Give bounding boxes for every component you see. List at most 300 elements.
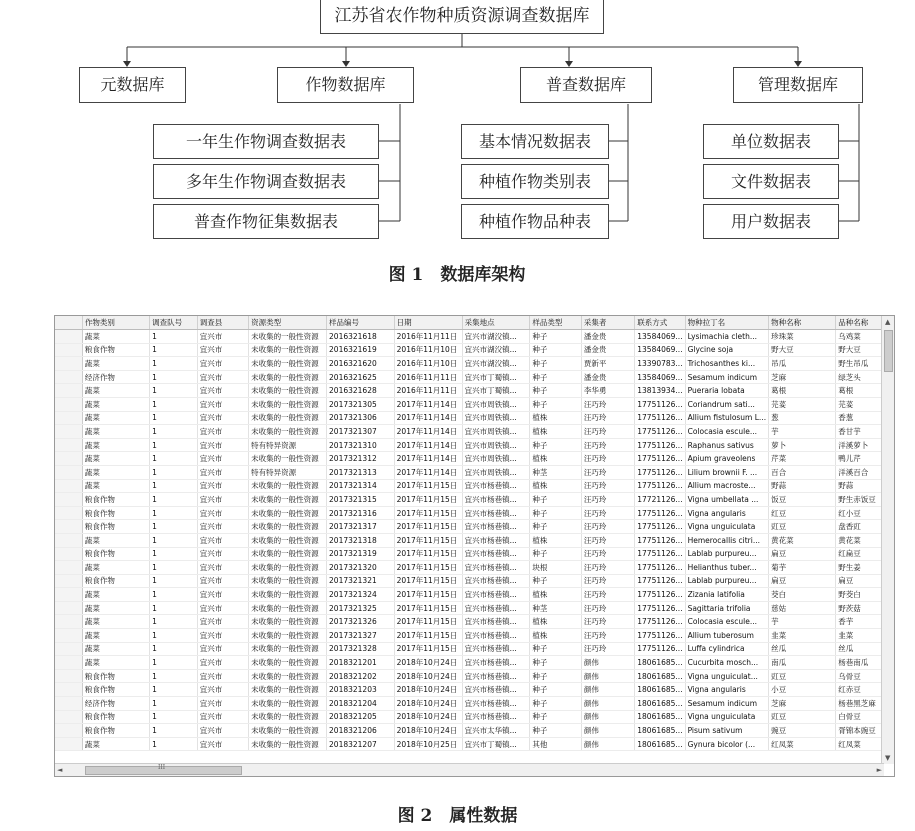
table-row[interactable] — [55, 642, 894, 656]
table-cell[interactable]: 红凤菜 — [836, 737, 894, 751]
table-cell[interactable]: 宜兴市杨巷镇... — [462, 493, 530, 507]
row-selector[interactable] — [55, 438, 82, 452]
table-cell[interactable]: 未收集的一般性资源 — [249, 547, 327, 561]
table-cell[interactable]: 宜兴市 — [197, 438, 248, 452]
table-cell[interactable]: 2017321324 — [327, 588, 395, 602]
table-cell[interactable]: 植株 — [530, 411, 582, 425]
table-cell[interactable]: 未收集的一般性资源 — [249, 561, 327, 575]
table-cell[interactable]: 宜兴市周铁镇... — [462, 411, 530, 425]
table-cell[interactable]: 未收集的一般性资源 — [249, 479, 327, 493]
table-cell[interactable]: 种子 — [530, 656, 582, 670]
table-cell[interactable]: 汪巧玲 — [581, 452, 634, 466]
table-cell[interactable]: 未收集的一般性资源 — [249, 656, 327, 670]
table-cell[interactable]: 南瓜 — [769, 656, 836, 670]
scroll-left-icon[interactable]: ◄ — [57, 766, 63, 774]
table-cell[interactable]: Trichosanthes ki... — [685, 357, 769, 371]
table-row[interactable] — [55, 465, 894, 479]
table-cell[interactable]: 蔬菜 — [82, 533, 149, 547]
table-cell[interactable]: 丝瓜 — [836, 642, 894, 656]
table-cell[interactable]: 2016321620 — [327, 357, 395, 371]
table-cell[interactable]: Colocasia escule... — [685, 425, 769, 439]
table-cell[interactable]: 2017年11月14日 — [394, 438, 462, 452]
table-cell[interactable]: 宜兴市 — [197, 425, 248, 439]
table-cell[interactable]: 1 — [150, 574, 198, 588]
row-selector[interactable] — [55, 357, 82, 371]
table-cell[interactable]: 颜伟 — [581, 710, 634, 724]
table-cell[interactable]: 宜兴市杨巷镇... — [462, 601, 530, 615]
table-cell[interactable]: Vigna angularis — [685, 683, 769, 697]
table-cell[interactable]: 野生吊瓜 — [836, 357, 894, 371]
table-cell[interactable]: 未收集的一般性资源 — [249, 724, 327, 738]
table-cell[interactable]: 1 — [150, 642, 198, 656]
table-cell[interactable]: 宜兴市太华镇... — [462, 724, 530, 738]
table-cell[interactable]: 宜兴市 — [197, 588, 248, 602]
table-cell[interactable]: 2017321316 — [327, 506, 395, 520]
table-cell[interactable]: 未收集的一般性资源 — [249, 574, 327, 588]
table-cell[interactable]: 颜伟 — [581, 697, 634, 711]
table-cell[interactable]: 13390783... — [635, 357, 685, 371]
table-cell[interactable]: 粮食作物 — [82, 343, 149, 357]
table-cell[interactable]: 1 — [150, 397, 198, 411]
table-cell[interactable]: Vigna umbellata ... — [685, 493, 769, 507]
table-cell[interactable]: 蔬菜 — [82, 479, 149, 493]
column-header[interactable]: 作物类别 — [82, 316, 149, 330]
table-cell[interactable]: 宜兴市周铁镇... — [462, 452, 530, 466]
table-cell[interactable]: 宜兴市 — [197, 465, 248, 479]
table-cell[interactable]: 宜兴市 — [197, 384, 248, 398]
table-cell[interactable]: 汪巧玲 — [581, 465, 634, 479]
table-cell[interactable]: 2017年11月15日 — [394, 629, 462, 643]
table-cell[interactable]: 潘金贵 — [581, 330, 634, 344]
table-cell[interactable]: 特有特异资源 — [249, 465, 327, 479]
table-cell[interactable]: 种子 — [530, 710, 582, 724]
table-cell[interactable]: 2018321203 — [327, 683, 395, 697]
table-cell[interactable]: 葛根 — [769, 384, 836, 398]
table-cell[interactable]: 宜兴市丁蜀镇... — [462, 384, 530, 398]
row-selector[interactable] — [55, 642, 82, 656]
table-cell[interactable]: Allium tuberosum — [685, 629, 769, 643]
table-cell[interactable]: 未收集的一般性资源 — [249, 642, 327, 656]
table-cell[interactable]: 2017年11月15日 — [394, 615, 462, 629]
table-cell[interactable]: 红豆 — [769, 506, 836, 520]
table-cell[interactable]: 宜兴市 — [197, 330, 248, 344]
table-cell[interactable]: Hemerocallis citri... — [685, 533, 769, 547]
table-row[interactable] — [55, 384, 894, 398]
table-cell[interactable]: 宜兴市 — [197, 656, 248, 670]
table-cell[interactable]: 未收集的一般性资源 — [249, 452, 327, 466]
table-cell[interactable]: 蔬菜 — [82, 737, 149, 751]
table-cell[interactable]: 2016321618 — [327, 330, 395, 344]
table-cell[interactable]: 粮食作物 — [82, 710, 149, 724]
table-cell[interactable]: 宜兴市 — [197, 737, 248, 751]
table-cell[interactable]: 蔬菜 — [82, 465, 149, 479]
table-cell[interactable]: 植株 — [530, 533, 582, 547]
table-row[interactable] — [55, 438, 894, 452]
table-cell[interactable]: Vigna angularis — [685, 506, 769, 520]
table-cell[interactable]: 宜兴市 — [197, 724, 248, 738]
table-row[interactable] — [55, 683, 894, 697]
table-cell[interactable]: 蔬菜 — [82, 411, 149, 425]
row-selector[interactable] — [55, 370, 82, 384]
table-cell[interactable]: 未收集的一般性资源 — [249, 588, 327, 602]
row-selector[interactable] — [55, 479, 82, 493]
table-row[interactable] — [55, 561, 894, 575]
table-cell[interactable]: 宜兴市 — [197, 493, 248, 507]
table-cell[interactable]: 2018321207 — [327, 737, 395, 751]
table-cell[interactable]: 2017年11月14日 — [394, 411, 462, 425]
table-cell[interactable]: 宜兴市 — [197, 506, 248, 520]
table-cell[interactable]: 2018年10月24日 — [394, 669, 462, 683]
table-cell[interactable]: 芫荽 — [769, 397, 836, 411]
table-cell[interactable]: 黄花菜 — [769, 533, 836, 547]
table-cell[interactable]: 2017年11月15日 — [394, 506, 462, 520]
table-cell[interactable]: 经济作物 — [82, 370, 149, 384]
table-cell[interactable]: 蔬菜 — [82, 330, 149, 344]
table-row[interactable] — [55, 601, 894, 615]
table-cell[interactable]: 特有特异资源 — [249, 438, 327, 452]
table-cell[interactable]: 2017年11月14日 — [394, 452, 462, 466]
table-cell[interactable]: 宜兴市 — [197, 343, 248, 357]
table-row[interactable] — [55, 506, 894, 520]
table-cell[interactable]: 野生赤饭豆 — [836, 493, 894, 507]
table-cell[interactable]: 百合 — [769, 465, 836, 479]
table-cell[interactable]: 2017年11月15日 — [394, 533, 462, 547]
table-cell[interactable]: 1 — [150, 425, 198, 439]
table-cell[interactable]: 汪巧玲 — [581, 438, 634, 452]
table-cell[interactable]: 1 — [150, 561, 198, 575]
table-cell[interactable]: 1 — [150, 506, 198, 520]
table-cell[interactable]: 2017年11月15日 — [394, 601, 462, 615]
table-row[interactable] — [55, 452, 894, 466]
table-cell[interactable]: 18061685... — [635, 669, 685, 683]
row-selector[interactable] — [55, 574, 82, 588]
table-cell[interactable]: 1 — [150, 452, 198, 466]
table-row[interactable] — [55, 588, 894, 602]
table-cell[interactable]: 宜兴市 — [197, 615, 248, 629]
table-cell[interactable]: 白骨豆 — [836, 710, 894, 724]
row-selector[interactable] — [55, 561, 82, 575]
table-cell[interactable]: Zizania latifolia — [685, 588, 769, 602]
table-cell[interactable]: 2017年11月15日 — [394, 642, 462, 656]
table-cell[interactable]: 植株 — [530, 425, 582, 439]
table-cell[interactable]: 17751126... — [635, 425, 685, 439]
table-cell[interactable]: 野生姜 — [836, 561, 894, 575]
table-cell[interactable]: 2017321312 — [327, 452, 395, 466]
table-cell[interactable]: 2017321326 — [327, 615, 395, 629]
table-cell[interactable]: 蔬菜 — [82, 615, 149, 629]
table-row[interactable] — [55, 533, 894, 547]
row-selector[interactable] — [55, 697, 82, 711]
table-cell[interactable]: 植株 — [530, 629, 582, 643]
row-selector[interactable] — [55, 724, 82, 738]
table-cell[interactable]: 植株 — [530, 615, 582, 629]
table-cell[interactable]: 1 — [150, 438, 198, 452]
table-cell[interactable]: Lysimachia cleth... — [685, 330, 769, 344]
table-cell[interactable]: 18061685... — [635, 683, 685, 697]
table-cell[interactable]: 汪巧玲 — [581, 629, 634, 643]
table-cell[interactable]: 17751126... — [635, 465, 685, 479]
table-cell[interactable]: 汪巧玲 — [581, 493, 634, 507]
row-selector[interactable] — [55, 343, 82, 357]
table-cell[interactable]: 粮食作物 — [82, 574, 149, 588]
row-selector[interactable] — [55, 493, 82, 507]
table-cell[interactable]: 宜兴市 — [197, 520, 248, 534]
table-cell[interactable]: 植株 — [530, 479, 582, 493]
table-cell[interactable]: 2018321202 — [327, 669, 395, 683]
row-selector[interactable] — [55, 506, 82, 520]
table-cell[interactable]: 蔬菜 — [82, 642, 149, 656]
row-selector[interactable] — [55, 615, 82, 629]
table-cell[interactable]: 茭白 — [769, 588, 836, 602]
table-row[interactable] — [55, 357, 894, 371]
table-cell[interactable]: 其他 — [530, 737, 582, 751]
table-cell[interactable]: 17751126... — [635, 561, 685, 575]
table-cell[interactable]: 宜兴市 — [197, 669, 248, 683]
table-cell[interactable]: 2017321317 — [327, 520, 395, 534]
table-cell[interactable]: 2017321313 — [327, 465, 395, 479]
table-cell[interactable]: 宜兴市 — [197, 357, 248, 371]
table-cell[interactable]: 18061685... — [635, 710, 685, 724]
table-cell[interactable]: 宜兴市 — [197, 370, 248, 384]
table-cell[interactable]: 吊瓜 — [769, 357, 836, 371]
table-cell[interactable]: 豇豆 — [769, 710, 836, 724]
table-cell[interactable]: 宜兴市湖㳇镇... — [462, 330, 530, 344]
table-cell[interactable]: 宜兴市 — [197, 452, 248, 466]
table-cell[interactable]: 绿芝头 — [836, 370, 894, 384]
table-cell[interactable]: 种子 — [530, 683, 582, 697]
table-cell[interactable]: 2016年11月11日 — [394, 384, 462, 398]
table-cell[interactable]: 17751126... — [635, 506, 685, 520]
column-header[interactable]: 调查县 — [197, 316, 248, 330]
table-cell[interactable]: 乌鸡菜 — [836, 330, 894, 344]
table-cell[interactable]: 种子 — [530, 642, 582, 656]
table-cell[interactable]: 洋溪萝卜 — [836, 438, 894, 452]
table-cell[interactable]: 宜兴市丁蜀镇... — [462, 370, 530, 384]
table-cell[interactable]: 经济作物 — [82, 697, 149, 711]
table-cell[interactable]: 野大豆 — [836, 343, 894, 357]
table-cell[interactable]: 洋溪百合 — [836, 465, 894, 479]
column-header[interactable]: 采集者 — [581, 316, 634, 330]
table-cell[interactable]: Pisum sativum — [685, 724, 769, 738]
table-cell[interactable]: 宜兴市杨巷镇... — [462, 561, 530, 575]
table-cell[interactable]: 2016年11月11日 — [394, 330, 462, 344]
table-cell[interactable]: 芋 — [769, 615, 836, 629]
table-cell[interactable]: 1 — [150, 533, 198, 547]
table-cell[interactable]: 植株 — [530, 588, 582, 602]
table-cell[interactable]: 宜兴市杨巷镇... — [462, 656, 530, 670]
table-cell[interactable]: 乌骨豆 — [836, 669, 894, 683]
table-cell[interactable]: 宜兴市杨巷镇... — [462, 697, 530, 711]
table-cell[interactable]: 17751126... — [635, 574, 685, 588]
table-cell[interactable]: 1 — [150, 710, 198, 724]
table-cell[interactable]: 蔬菜 — [82, 425, 149, 439]
table-cell[interactable]: 颜伟 — [581, 669, 634, 683]
table-cell[interactable]: Sagittaria trifolia — [685, 601, 769, 615]
row-selector[interactable] — [55, 601, 82, 615]
table-cell[interactable]: 颜伟 — [581, 683, 634, 697]
table-row[interactable] — [55, 669, 894, 683]
table-cell[interactable]: Raphanus sativus — [685, 438, 769, 452]
table-cell[interactable]: 宜兴市杨巷镇... — [462, 520, 530, 534]
horizontal-scrollbar[interactable] — [55, 763, 884, 776]
table-cell[interactable]: 2018年10月24日 — [394, 656, 462, 670]
table-cell[interactable]: 韭菜 — [769, 629, 836, 643]
table-row[interactable] — [55, 520, 894, 534]
table-cell[interactable]: 2018321201 — [327, 656, 395, 670]
row-selector[interactable] — [55, 520, 82, 534]
table-cell[interactable]: 2017321321 — [327, 574, 395, 588]
table-cell[interactable]: 2017年11月15日 — [394, 588, 462, 602]
table-cell[interactable]: Luffa cylindrica — [685, 642, 769, 656]
table-cell[interactable]: 葱 — [769, 411, 836, 425]
table-cell[interactable]: 小豆 — [769, 683, 836, 697]
table-row[interactable] — [55, 724, 894, 738]
table-row[interactable] — [55, 343, 894, 357]
scroll-up-icon[interactable]: ▲ — [885, 318, 891, 326]
table-row[interactable] — [55, 656, 894, 670]
vertical-scroll-thumb[interactable] — [884, 330, 893, 372]
table-cell[interactable]: 17751126... — [635, 452, 685, 466]
table-cell[interactable]: 种子 — [530, 547, 582, 561]
table-cell[interactable]: 汪巧玲 — [581, 411, 634, 425]
table-cell[interactable]: 宜兴市杨巷镇... — [462, 629, 530, 643]
table-cell[interactable]: 1 — [150, 493, 198, 507]
table-row[interactable] — [55, 411, 894, 425]
table-cell[interactable]: 17751126... — [635, 438, 685, 452]
table-cell[interactable]: 汪巧玲 — [581, 425, 634, 439]
table-cell[interactable]: 饭豆 — [769, 493, 836, 507]
row-selector[interactable] — [55, 683, 82, 697]
table-cell[interactable]: 蔬菜 — [82, 357, 149, 371]
table-cell[interactable]: 蔬菜 — [82, 397, 149, 411]
table-cell[interactable]: 未收集的一般性资源 — [249, 520, 327, 534]
table-cell[interactable]: 2017321305 — [327, 397, 395, 411]
table-cell[interactable]: 宜兴市 — [197, 697, 248, 711]
table-cell[interactable]: 宜兴市周铁镇... — [462, 397, 530, 411]
table-cell[interactable]: 18061685... — [635, 737, 685, 751]
table-row[interactable] — [55, 547, 894, 561]
row-selector[interactable] — [55, 669, 82, 683]
table-cell[interactable]: 种子 — [530, 370, 582, 384]
table-cell[interactable]: 1 — [150, 697, 198, 711]
table-cell[interactable]: Colocasia escule... — [685, 615, 769, 629]
table-cell[interactable]: Allium fistulosum L... — [685, 411, 769, 425]
table-cell[interactable]: 宜兴市 — [197, 601, 248, 615]
table-row[interactable] — [55, 615, 894, 629]
table-cell[interactable]: 宜兴市 — [197, 533, 248, 547]
table-cell[interactable]: 红凤菜 — [769, 737, 836, 751]
table-cell[interactable]: 汪巧玲 — [581, 520, 634, 534]
table-cell[interactable]: Vigna unguiculata — [685, 520, 769, 534]
table-cell[interactable]: 宜兴市杨巷镇... — [462, 710, 530, 724]
table-cell[interactable]: 芝麻 — [769, 370, 836, 384]
table-cell[interactable]: 汪巧玲 — [581, 506, 634, 520]
table-cell[interactable]: Apium graveolens — [685, 452, 769, 466]
table-cell[interactable]: 萝卜 — [769, 438, 836, 452]
table-cell[interactable]: 香葱 — [836, 411, 894, 425]
scroll-right-icon[interactable]: ► — [876, 766, 882, 774]
row-selector[interactable] — [55, 330, 82, 344]
table-cell[interactable]: 种子 — [530, 330, 582, 344]
table-cell[interactable]: 野茭白 — [836, 588, 894, 602]
table-cell[interactable]: 17721126... — [635, 493, 685, 507]
row-selector[interactable] — [55, 384, 82, 398]
table-cell[interactable]: 17751126... — [635, 601, 685, 615]
table-cell[interactable]: 2017年11月15日 — [394, 493, 462, 507]
table-cell[interactable]: 豌豆 — [769, 724, 836, 738]
table-cell[interactable]: 1 — [150, 615, 198, 629]
row-selector[interactable] — [55, 656, 82, 670]
column-header[interactable]: 样品编号 — [327, 316, 395, 330]
table-cell[interactable]: 菊芋 — [769, 561, 836, 575]
table-cell[interactable]: 粮食作物 — [82, 506, 149, 520]
table-cell[interactable]: 红赤豆 — [836, 683, 894, 697]
table-cell[interactable]: 种子 — [530, 343, 582, 357]
table-cell[interactable]: 1 — [150, 588, 198, 602]
table-cell[interactable]: 2018年10月25日 — [394, 737, 462, 751]
table-row[interactable] — [55, 370, 894, 384]
table-cell[interactable]: 1 — [150, 669, 198, 683]
table-cell[interactable]: 宜兴市杨巷镇... — [462, 615, 530, 629]
table-cell[interactable]: 17751126... — [635, 588, 685, 602]
table-row[interactable] — [55, 710, 894, 724]
table-cell[interactable]: 宜兴市杨巷镇... — [462, 506, 530, 520]
table-cell[interactable]: 未收集的一般性资源 — [249, 697, 327, 711]
table-cell[interactable]: 鸭儿芹 — [836, 452, 894, 466]
table-cell[interactable]: Cucurbita mosch... — [685, 656, 769, 670]
table-cell[interactable]: 宜兴市周铁镇... — [462, 465, 530, 479]
table-cell[interactable]: 种子 — [530, 506, 582, 520]
table-cell[interactable]: 野大豆 — [769, 343, 836, 357]
column-header[interactable]: 采集地点 — [462, 316, 530, 330]
table-cell[interactable]: 2018年10月24日 — [394, 697, 462, 711]
table-cell[interactable]: 粮食作物 — [82, 724, 149, 738]
row-selector[interactable] — [55, 710, 82, 724]
table-cell[interactable]: 未收集的一般性资源 — [249, 629, 327, 643]
table-cell[interactable]: 1 — [150, 465, 198, 479]
table-cell[interactable]: 2016321625 — [327, 370, 395, 384]
table-cell[interactable]: 1 — [150, 411, 198, 425]
table-cell[interactable]: 红扁豆 — [836, 547, 894, 561]
table-cell[interactable]: 17751126... — [635, 642, 685, 656]
table-cell[interactable]: 扁豆 — [769, 574, 836, 588]
table-cell[interactable]: 2017年11月15日 — [394, 547, 462, 561]
table-cell[interactable]: 植株 — [530, 452, 582, 466]
table-cell[interactable]: 2017321315 — [327, 493, 395, 507]
table-cell[interactable]: 未收集的一般性资源 — [249, 493, 327, 507]
table-cell[interactable]: 蔬菜 — [82, 601, 149, 615]
column-header[interactable]: 联系方式 — [635, 316, 685, 330]
table-cell[interactable]: 17751126... — [635, 479, 685, 493]
table-cell[interactable]: 蔬菜 — [82, 384, 149, 398]
table-cell[interactable]: 蔬菜 — [82, 629, 149, 643]
table-cell[interactable]: 2017321325 — [327, 601, 395, 615]
table-cell[interactable]: 13584069... — [635, 370, 685, 384]
table-cell[interactable]: 香甘芋 — [836, 425, 894, 439]
table-cell[interactable]: 潘金贵 — [581, 370, 634, 384]
row-selector[interactable] — [55, 588, 82, 602]
table-cell[interactable]: 粮食作物 — [82, 520, 149, 534]
vertical-scrollbar[interactable] — [881, 316, 894, 764]
table-cell[interactable]: 2017年11月14日 — [394, 397, 462, 411]
table-cell[interactable]: 颜伟 — [581, 737, 634, 751]
table-cell[interactable]: 未收集的一般性资源 — [249, 384, 327, 398]
table-cell[interactable]: 蔬菜 — [82, 656, 149, 670]
table-cell[interactable]: 2017321328 — [327, 642, 395, 656]
table-cell[interactable]: 17751126... — [635, 629, 685, 643]
table-cell[interactable]: 野蒜 — [769, 479, 836, 493]
table-cell[interactable]: 汪巧玲 — [581, 479, 634, 493]
